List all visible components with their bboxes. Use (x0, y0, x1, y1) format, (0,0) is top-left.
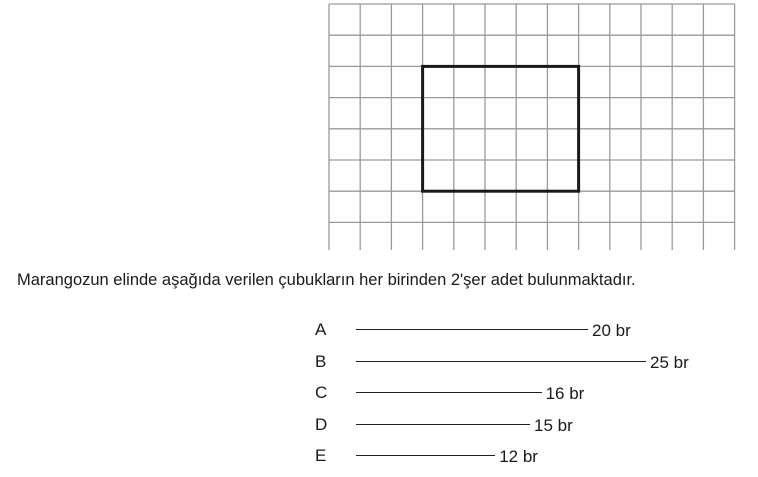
rod-line (356, 392, 542, 393)
rod-row-c (0, 382, 758, 404)
rod-length-label: 12 br (499, 447, 538, 466)
rod-length-label: 20 br (592, 321, 631, 340)
rod-row-e (0, 445, 758, 467)
rod-letter: E (315, 446, 327, 465)
intro-text: Marangozun elinde aşağıda verilen çubukların her birinden 2'şer adet bulunmaktadır. (17, 271, 636, 289)
rod-letter: C (315, 383, 328, 402)
rod-row-b (0, 351, 758, 373)
rod-line (356, 455, 495, 456)
rod-length-label: 16 br (545, 384, 585, 403)
rod-letter: D (315, 414, 328, 434)
grid-lines (329, 4, 735, 250)
rod-length-label: 15 br (534, 415, 573, 435)
rod-length-label: 25 br (650, 352, 689, 372)
rod-row-a (0, 319, 758, 341)
rod-letter: B (315, 351, 327, 371)
rod-line (356, 329, 588, 330)
rod-row-d (0, 414, 758, 436)
rod-line (356, 361, 646, 362)
rod-letter: A (315, 320, 327, 339)
rod-line (356, 424, 530, 425)
